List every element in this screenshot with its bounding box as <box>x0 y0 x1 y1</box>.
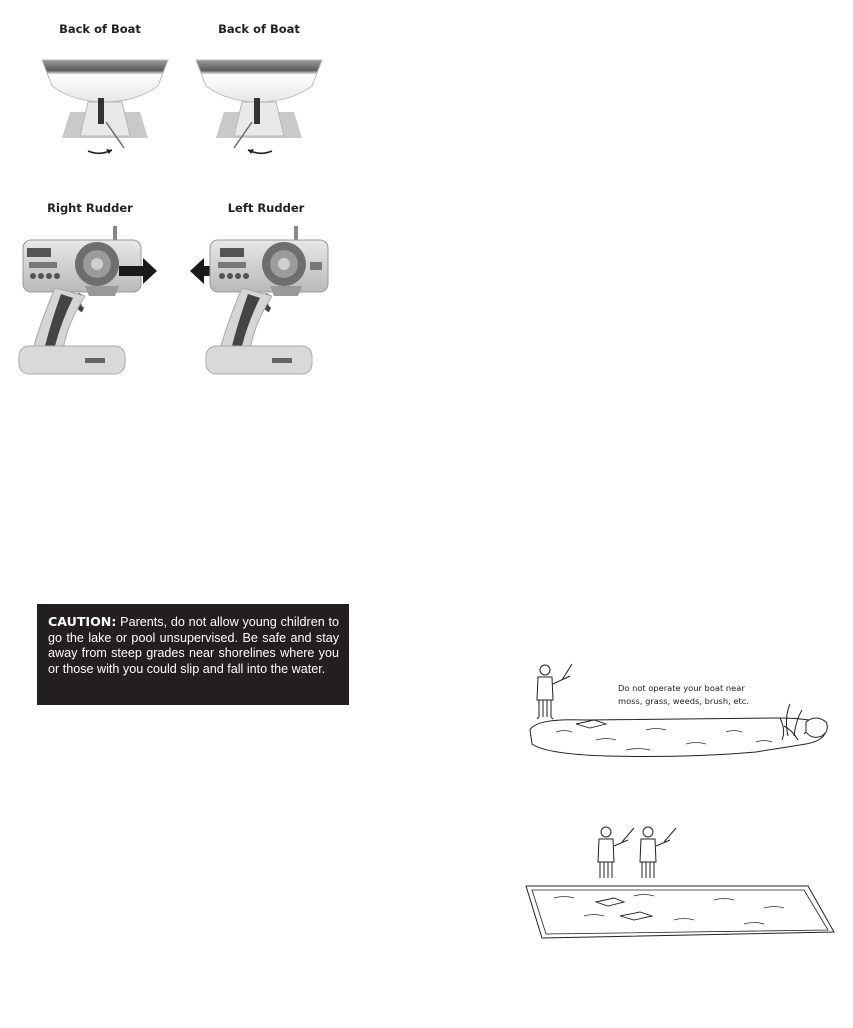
transmitter-right-rudder-illustration <box>15 222 165 380</box>
lake-warning-note-line2: moss, grass, weeds, brush, etc. <box>618 696 749 706</box>
caution-notice <box>37 604 349 705</box>
boat-label-left: Back of Boat <box>218 22 300 36</box>
boat-label-right: Back of Boat <box>59 22 141 36</box>
caution-text: Parents, do not allow young children to go the lake or pool unsupervised. Be safe and stay away from steep grades near shorelines where you or those with you could slip and fall into the water. <box>48 615 339 676</box>
transmitter-label-left-rudder: Left Rudder <box>227 201 305 215</box>
pool-supervision-illustration <box>524 824 838 946</box>
boat-stern-left-rudder-illustration <box>194 40 324 170</box>
lake-weeds-warning-illustration <box>526 662 836 762</box>
boat-stern-right-rudder-illustration <box>40 40 170 170</box>
transmitter-left-rudder-illustration <box>188 222 338 380</box>
lake-warning-note-line1: Do not operate your boat near <box>618 683 745 693</box>
caution-lead: CAUTION: <box>48 614 117 629</box>
transmitter-label-right-rudder: Right Rudder <box>47 201 133 215</box>
